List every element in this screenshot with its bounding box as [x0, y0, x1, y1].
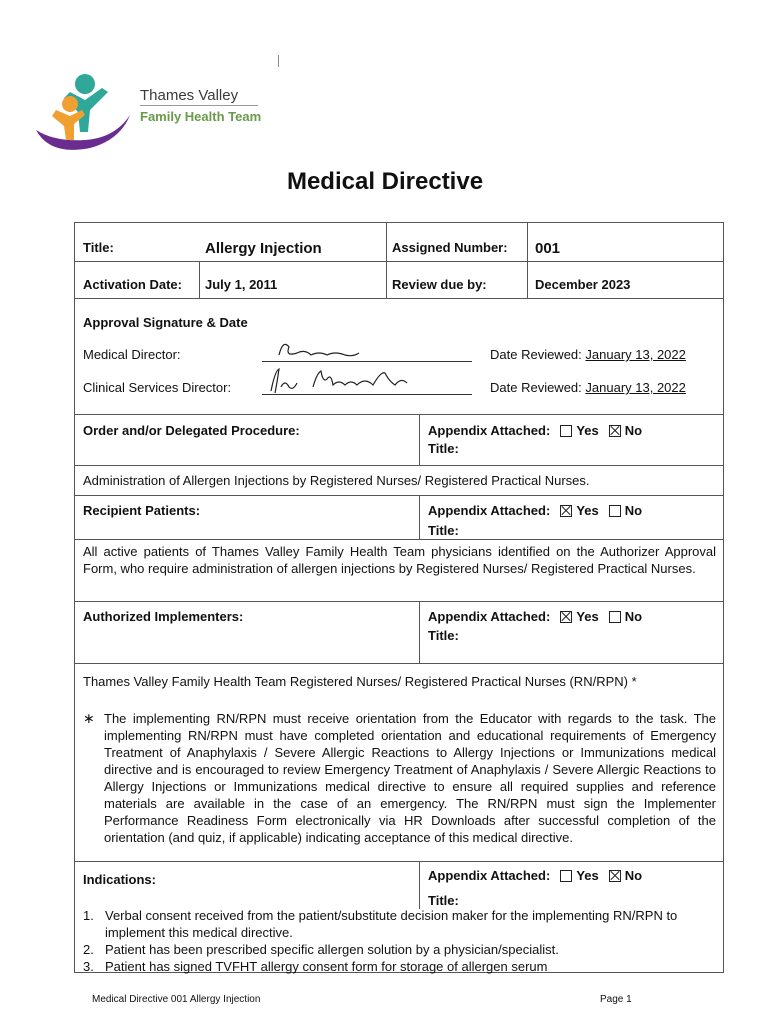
list-item: 1. Verbal consent received from the patient/substitute decision maker for the implementing RN/RPN to implement this medical directive. — [83, 908, 678, 940]
title-value: Allergy Injection — [205, 240, 322, 257]
indications-appendix-title: Title: — [428, 893, 459, 908]
title-label: Title: — [83, 240, 114, 255]
appendix-no-checkbox[interactable] — [609, 870, 621, 882]
list-item: 2. Patient has been prescribed specific allergen solution by a physician/specialist. — [83, 942, 559, 957]
recipient-text: All active patients of Thames Valley Family Health Team physicians identified on the Authorizer Approval Form, who require administration of allergen injections by Registered Nurses/ Registered Practical Nurses. — [83, 544, 716, 576]
date-reviewed-label: Date Reviewed: — [490, 347, 582, 362]
clinical-director-label: Clinical Services Director: — [83, 380, 232, 395]
approval-heading: Approval Signature & Date — [83, 315, 248, 330]
margin-mark — [278, 55, 279, 67]
date-reviewed-1 — [490, 347, 686, 362]
asterisk-marker: ∗ — [83, 710, 95, 726]
review-due-value: December 2023 — [535, 277, 631, 292]
footer-document-name: Medical Directive 001 Allergy Injection — [92, 994, 261, 1005]
clinical-director-signature — [265, 365, 425, 397]
date-reviewed-value: January 13, 2022 — [585, 380, 686, 395]
order-appendix-title: Title: — [428, 441, 459, 456]
order-text: Administration of Allergen Injections by Registered Nurses/ Registered Practical Nurses. — [83, 473, 590, 488]
appendix-yes-checkbox[interactable] — [560, 870, 572, 882]
date-reviewed-value: January 13, 2022 — [585, 347, 686, 362]
order-appendix: Appendix Attached: Yes No — [428, 423, 643, 438]
appendix-no-checkbox[interactable] — [609, 611, 621, 623]
appendix-no-checkbox[interactable] — [609, 425, 621, 437]
recipient-appendix-title: Title: — [428, 523, 459, 538]
activation-date-value: July 1, 2011 — [205, 277, 278, 292]
implementers-note: The implementing RN/RPN must receive orientation from the Educator with regards to the task. The implementing RN/RPN must have completed orientation and educational requirements of Emergency Treatment of Anaphylaxis / Severe Allergic Reactions to Allergy Injections or Immunizations medical directive and is encouraged to review Emergency Treatment of Anaphylaxis / Severe Allergic Reactions to Allergy Injections or Immunizations medical directive to ensure all required supplies and reference materials are available in the case of an emergency. The RN/RPN must sign the Implementer Performance Readiness Form electronically via HR Downloads after successful completion of the orientation (and quiz, if applicable) indicating acceptance of this medical directive. — [104, 711, 716, 845]
logo-line-2: Family Health Team — [140, 109, 262, 124]
date-reviewed-2 — [490, 380, 686, 395]
recipient-heading: Recipient Patients: — [83, 503, 201, 518]
family-figures-icon — [30, 60, 140, 160]
logo-divider — [140, 105, 258, 106]
list-item: 3. Patient has signed TVFHT allergy consent form for storage of allergen serum — [83, 959, 548, 974]
assigned-number-value: 001 — [535, 240, 561, 257]
header-table — [74, 222, 724, 299]
directive-table — [74, 298, 724, 973]
logo-line-1: Thames Valley — [140, 87, 239, 104]
appendix-yes-checkbox[interactable] — [560, 505, 572, 517]
review-due-label: Review due by: — [392, 277, 487, 292]
indications-appendix: Appendix Attached: Yes No — [428, 868, 643, 883]
recipient-appendix: Appendix Attached: Yes No — [428, 503, 643, 518]
date-reviewed-label: Date Reviewed: — [490, 380, 582, 395]
implementers-text: Thames Valley Family Health Team Registered Nurses/ Registered Practical Nurses (RN/RPN) * — [83, 674, 637, 689]
order-heading: Order and/or Delegated Procedure: — [83, 423, 300, 438]
appendix-yes-checkbox[interactable] — [560, 425, 572, 437]
medical-director-signature — [275, 337, 385, 363]
document-title: Medical Directive — [286, 168, 484, 195]
implementers-appendix-title: Title: — [428, 628, 459, 643]
activation-date-label: Activation Date: — [83, 277, 182, 292]
indications-heading: Indications: — [83, 872, 156, 887]
indications-list — [83, 907, 718, 975]
implementers-heading: Authorized Implementers: — [83, 609, 244, 624]
medical-director-label: Medical Director: — [83, 347, 181, 362]
appendix-no-checkbox[interactable] — [609, 505, 621, 517]
implementers-appendix: Appendix Attached: Yes No — [428, 609, 643, 624]
organization-logo — [30, 60, 265, 160]
assigned-number-label: Assigned Number: — [392, 240, 508, 255]
footer-page-number: Page 1 — [600, 994, 632, 1005]
appendix-yes-checkbox[interactable] — [560, 611, 572, 623]
